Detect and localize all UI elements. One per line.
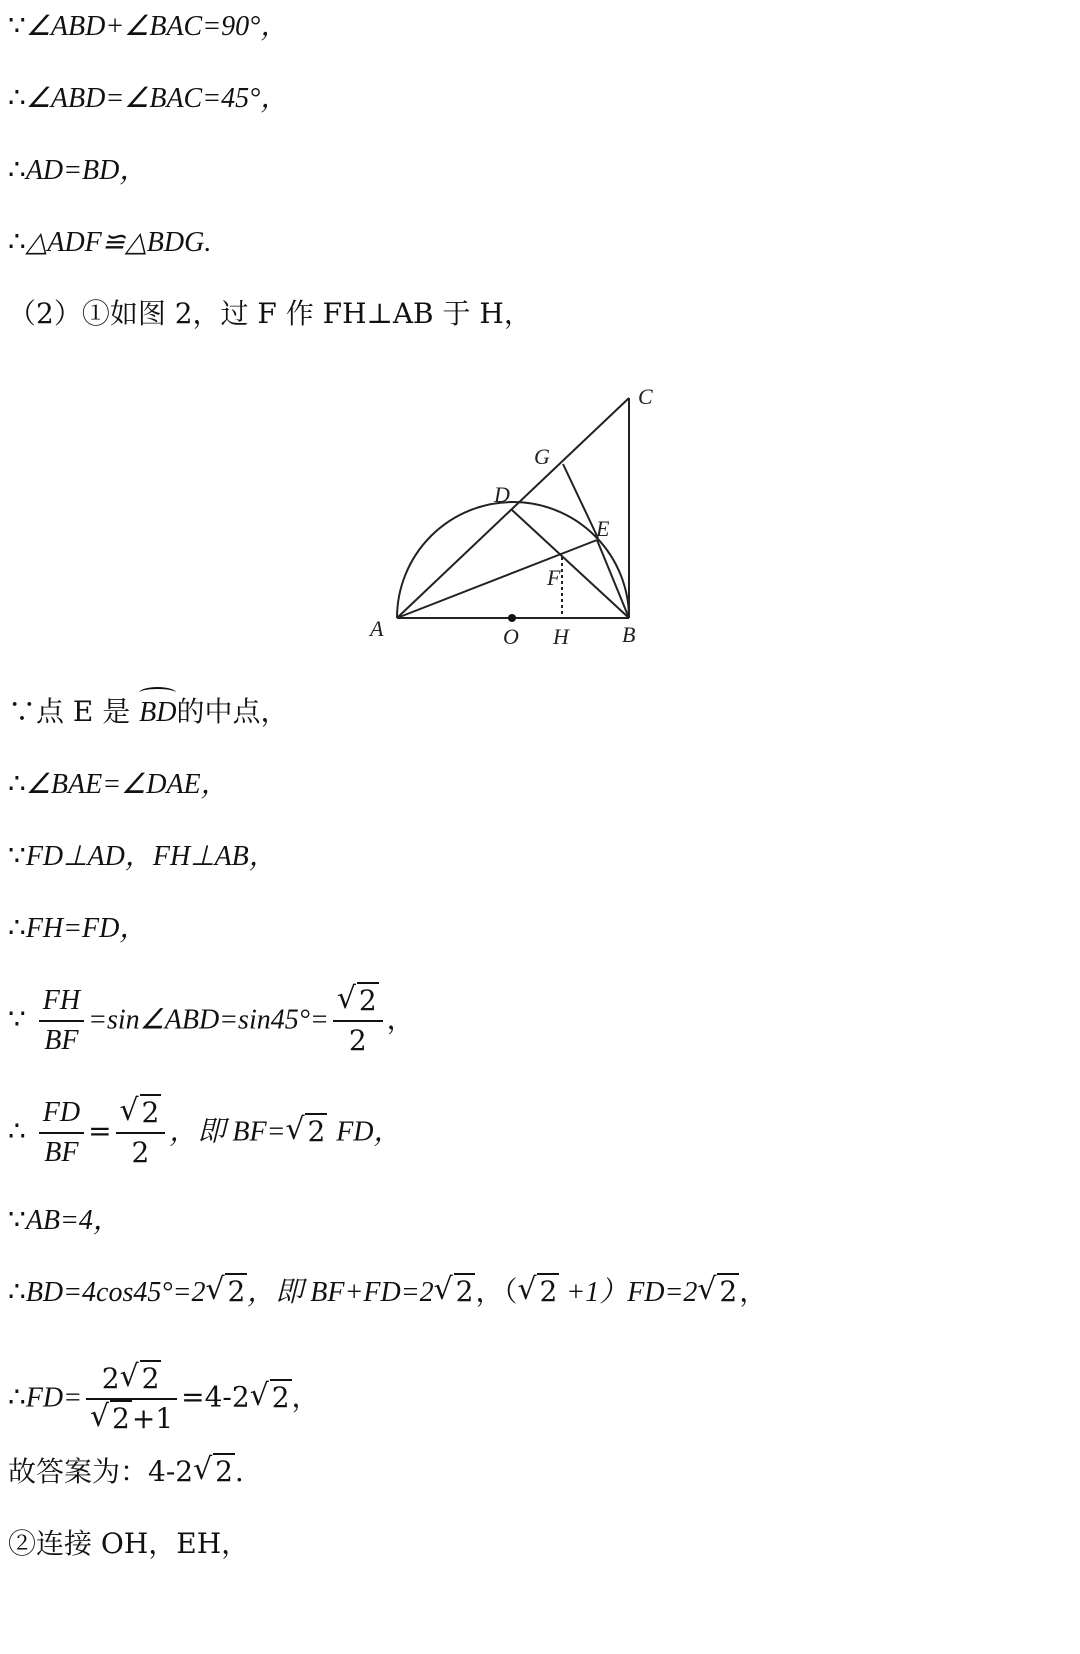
line-2: ∴∠ABD=∠BAC=45°， (8, 81, 289, 114)
segment-db (512, 510, 629, 618)
fraction-fh-bf: $\frac{FH}{BF}$ (39, 982, 84, 1060)
label-o: O (503, 624, 519, 649)
sqrt: √ 2 (517, 1272, 559, 1312)
sqrt: √ 2 (193, 1452, 235, 1492)
label-g: G (534, 444, 550, 469)
line-3: ∴AD=BD， (8, 153, 148, 186)
sqrt: √ 2 (205, 1272, 247, 1312)
label-f: F (547, 565, 561, 590)
sqrt: √ 2 (250, 1378, 292, 1418)
label-d: D (494, 482, 510, 507)
line-6: ∵点 E 是 BD的中点， (8, 692, 289, 733)
line-12: ∵AB=4， (8, 1203, 121, 1236)
line-14: ∴FD= 2√ 2 √ 2+1 =4-2√ 2， (8, 1360, 320, 1438)
segment-eb (597, 540, 629, 618)
line-9: ∴FH=FD， (8, 911, 148, 944)
fraction-fd-bf: $\frac{FD}{BF}$ (39, 1094, 84, 1172)
line-7: ∴∠BAE=∠DAE， (8, 767, 229, 800)
sqrt: √ 2 (285, 1112, 327, 1152)
center-point-o (508, 614, 516, 622)
label-a: A (370, 616, 384, 641)
fraction-2root2-over-root2-plus-1: 2√ 2 √ 2+1 (86, 1360, 177, 1438)
arc-bd: BD (139, 693, 176, 733)
label-b: B (622, 622, 636, 647)
line-11: ∴ $\frac{FD}{BF}$ = √ $\frac{2}{2}$ ，即 BF=√ 2 FD， (8, 1094, 402, 1172)
label-e: E (596, 516, 610, 541)
semicircle-arc (397, 502, 629, 618)
label-h: H (553, 624, 569, 649)
line-8: ∵FD⊥AD，FH⊥AB， (8, 839, 277, 872)
segment-ae (397, 540, 597, 618)
sqrt: √ 2 (697, 1272, 739, 1312)
segment-ge (563, 464, 598, 538)
line-4: ∴△ADF≌△BDG. (8, 225, 212, 258)
line-13: ∴BD=4cos45°=2√ 2，即 BF+FD=2√ 2，（√ 2 +1）FD=2√ 2， (8, 1272, 767, 1313)
line-10: ∵ $\frac{FH}{BF}$ =sin∠ABD=sin45°= √ $\frac{2}{2}$ ， (8, 982, 415, 1060)
fraction-root2-over-2: √ $\frac{2}{2}$ (333, 982, 383, 1060)
geometry-figure (360, 380, 670, 670)
label-c: C (638, 384, 653, 409)
sqrt: √ 2 (434, 1272, 476, 1312)
line-1: ∵∠ABD+∠BAC=90°， (8, 9, 289, 42)
line-15: 故答案为：4-2√ 2. (8, 1452, 244, 1492)
fraction-root2-over-2: √ $\frac{2}{2}$ (116, 1094, 166, 1172)
line-16: ②连接 OH，EH， (8, 1527, 250, 1560)
line-5: （2）①如图 2，过 F 作 FH⊥AB 于 H， (8, 297, 532, 330)
